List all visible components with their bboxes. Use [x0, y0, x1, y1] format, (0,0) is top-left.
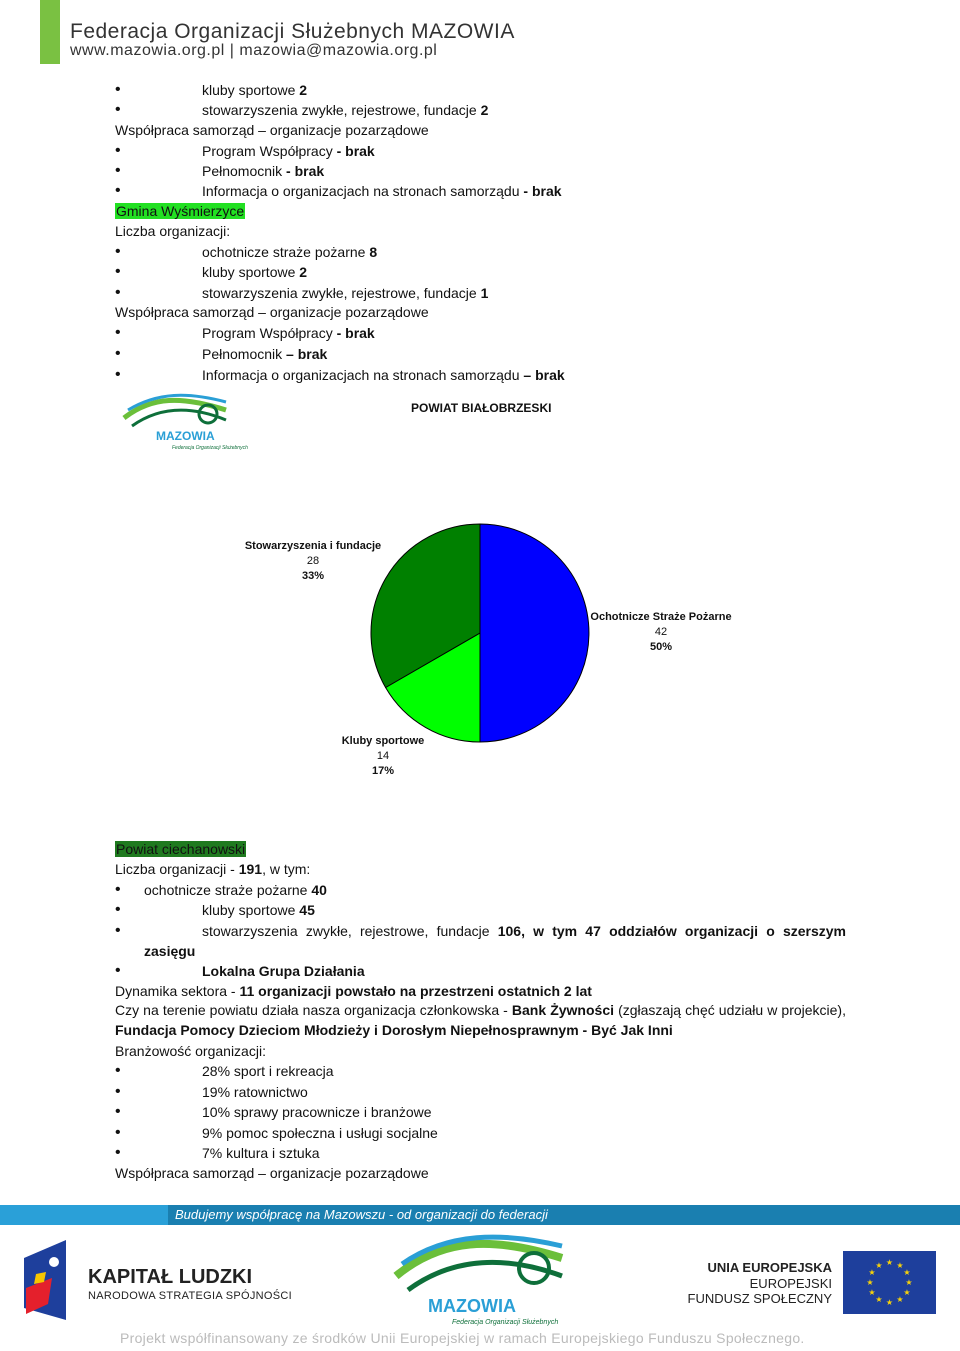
slice-value: 28 — [306, 555, 320, 567]
footer-slogan: Budujemy współpracę na Mazowszu - od organizacji do federacji — [175, 1207, 548, 1222]
kapital-ludzki-icon — [22, 1238, 72, 1322]
mazowia-footer-logo — [392, 1232, 582, 1327]
svg-text:★: ★ — [885, 1258, 894, 1267]
pie-slice-0 — [480, 524, 589, 742]
list-item-text: 9% pomoc społeczna i usługi socjalne — [202, 1125, 438, 1141]
slice-percent: 50% — [649, 641, 673, 653]
list-item-text: Program Współpracy - brak — [202, 143, 375, 159]
list-item-text: 19% ratownictwo — [202, 1084, 308, 1100]
eu-flag-icon — [843, 1251, 936, 1314]
list-item-text: stowarzyszenia zwykłe, rejestrowe, fundacje 1 — [202, 285, 489, 301]
svg-text:★: ★ — [903, 1268, 911, 1277]
eu-label-line1: UNIA EUROPEJSKA — [707, 1260, 832, 1275]
slice-percent: 17% — [371, 765, 395, 777]
list-item-text: ochotnicze straże pożarne 8 — [202, 244, 378, 260]
list-item-text: Pełnomocnik – brak — [202, 346, 328, 362]
svg-text:★: ★ — [868, 1268, 876, 1277]
gmina-heading: Gmina Wyśmierzyce — [116, 203, 245, 219]
list-item-text: Pełnomocnik - brak — [202, 163, 325, 179]
chart-title: POWIAT BIAŁOBRZESKI — [411, 401, 552, 415]
svg-text:Federacja Organizacji Służebny: Federacja Organizacji Służebnych — [172, 445, 248, 451]
svg-text:★: ★ — [875, 1261, 883, 1270]
count-label: Liczba organizacji: — [115, 223, 231, 239]
list-item-text: Program Współpracy - brak — [202, 325, 375, 341]
eu-label-line2: EUROPEJSKI — [749, 1276, 832, 1291]
list-item-text: 28% sport i rekreacja — [202, 1063, 334, 1079]
project-funding-note: Projekt współfinansowany ze środków Unii Europejskiej w ramach Europejskiego Funduszu Społecznego. — [120, 1330, 805, 1346]
list-item-text: Informacja o organizacjach na stronach samorządu – brak — [202, 367, 565, 383]
kapital-ludzki-title: KAPITAŁ LUDZKI — [88, 1266, 253, 1288]
header-accent-bar — [40, 0, 60, 64]
list-item-text: 10% sprawy pracownicze i branżowe — [202, 1104, 432, 1120]
cooperation-heading: Współpraca samorząd – organizacje pozarządowe — [115, 1165, 429, 1181]
svg-text:MAZOWIA: MAZOWIA — [156, 429, 215, 443]
kapital-ludzki-subtitle: NARODOWA STRATEGIA SPÓJNOŚCI — [88, 1290, 292, 1302]
eu-label-line3: FUNDUSZ SPOŁECZNY — [687, 1291, 832, 1306]
list-item-text: stowarzyszenia zwykłe, rejestrowe, fundacje 106, w tym 47 oddziałów organizacji o szerszym — [202, 923, 846, 939]
svg-text:★: ★ — [866, 1278, 874, 1287]
slice-label-osp — [586, 610, 736, 655]
svg-text:★: ★ — [903, 1288, 911, 1297]
pie-chart — [370, 523, 590, 743]
list-item-text: 7% kultura i sztuka — [202, 1145, 320, 1161]
mazowia-logo — [122, 392, 252, 452]
member-org-paragraph: Czy na terenie powiatu działa nasza organizacja członkowska - Bank Żywności (zgłaszają chęć udziału w projekcie), Fundacja Pomocy Dzieciom Młodzieży i Dorosłym Niepełnosprawnym - Być Jak Inni — [115, 1002, 846, 1038]
list-item-text: kluby sportowe 2 — [202, 264, 308, 280]
list-item-text: stowarzyszenia zwykłe, rejestrowe, fundacje 2 — [202, 102, 489, 118]
svg-text:★: ★ — [905, 1278, 913, 1287]
svg-text:Federacja Organizacji Służebny: Federacja Organizacji Służebnych — [452, 1319, 559, 1326]
slice-name: Stowarzyszenia i fundacje — [244, 540, 382, 552]
slice-value: 14 — [376, 750, 390, 762]
svg-text:MAZOWIA: MAZOWIA — [428, 1296, 516, 1316]
slice-value: 42 — [654, 626, 668, 638]
list-item-text-continued: zasięgu — [144, 943, 196, 959]
svg-text:★: ★ — [885, 1298, 894, 1307]
dynamics-line: Dynamika sektora - 11 organizacji powstało na przestrzeni ostatnich 2 lat — [115, 983, 592, 999]
list-item-text: ochotnicze straże pożarne 40 — [144, 882, 327, 898]
slice-percent: 33% — [301, 570, 325, 582]
header-contact: www.mazowia.org.pl | mazowia@mazowia.org.pl — [70, 42, 438, 59]
list-item-text: kluby sportowe 2 — [202, 82, 308, 98]
svg-text:★: ★ — [868, 1288, 876, 1297]
list-item-text: Informacja o organizacjach na stronach samorządu - brak — [202, 183, 562, 199]
svg-text:★: ★ — [875, 1295, 883, 1304]
slice-label-stowarzyszenia — [243, 539, 383, 584]
svg-text:★: ★ — [896, 1261, 904, 1270]
slice-name: Kluby sportowe — [341, 735, 425, 747]
cooperation-heading: Współpraca samorząd – organizacje pozarządowe — [115, 304, 429, 320]
powiat-heading: Powiat ciechanowski — [116, 841, 246, 857]
header-title: Federacja Organizacji Służebnych MAZOWIA — [70, 20, 515, 43]
list-item-text: kluby sportowe 45 — [202, 902, 315, 918]
slice-label-kluby — [323, 734, 443, 779]
cooperation-heading: Współpraca samorząd – organizacje pozarządowe — [115, 122, 429, 138]
slice-name: Ochotnicze Straże Pożarne — [590, 611, 732, 623]
list-item-text: Lokalna Grupa Działania — [202, 963, 365, 979]
branch-label: Branżowość organizacji: — [115, 1043, 266, 1059]
svg-text:★: ★ — [896, 1295, 904, 1304]
count-line: Liczba organizacji - 191, w tym: — [115, 861, 311, 877]
